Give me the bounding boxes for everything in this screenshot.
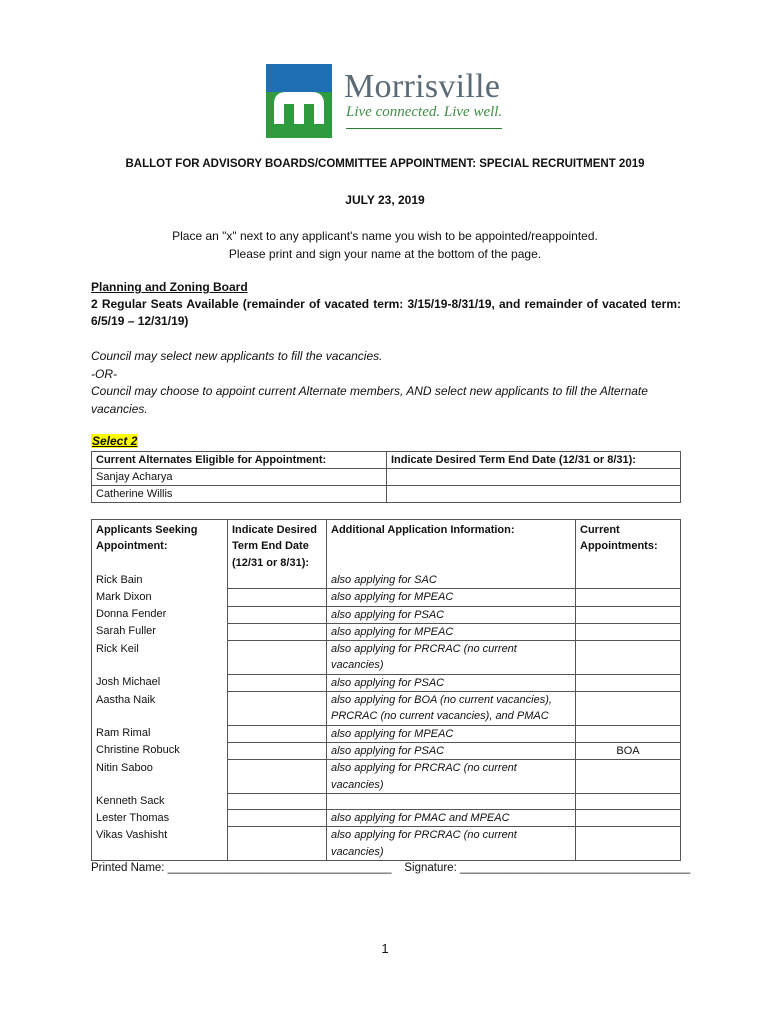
note-line-1: Council may select new applicants to fill the vacancies. xyxy=(91,349,383,363)
alternate-term-input[interactable] xyxy=(387,486,681,503)
term-input[interactable] xyxy=(228,793,327,809)
table-row xyxy=(92,810,681,827)
current-appointment xyxy=(576,760,681,794)
current-appointment xyxy=(576,692,681,726)
term-input[interactable] xyxy=(228,810,327,827)
applicants-info-header: Additional Application Information: xyxy=(327,520,576,573)
applicant-name: Mark Dixon xyxy=(92,589,228,606)
logo-wordmark: Morrisville xyxy=(344,68,501,105)
applicants-current-header: Current Appointments: xyxy=(576,520,681,573)
alternate-term-input[interactable] xyxy=(387,469,681,486)
current-appointment xyxy=(576,572,681,589)
applicant-info: also applying for PRCRAC (no current vacancies) xyxy=(327,641,576,675)
applicants-header-row xyxy=(92,520,681,573)
applicants-table xyxy=(91,519,681,861)
current-appointment xyxy=(576,793,681,809)
table-row xyxy=(92,623,681,640)
term-input[interactable] xyxy=(228,606,327,623)
applicant-info: also applying for PSAC xyxy=(327,606,576,623)
applicant-info: also applying for PSAC xyxy=(327,742,576,759)
printed-name-field[interactable]: Printed Name: ___________________________________ xyxy=(91,862,392,874)
current-appointment xyxy=(576,606,681,623)
applicant-name: Ram Rimal xyxy=(92,725,228,742)
term-input[interactable] xyxy=(228,760,327,794)
applicant-name: Nitin Saboo xyxy=(92,760,228,794)
applicant-name: Kenneth Sack xyxy=(92,793,228,809)
term-input[interactable] xyxy=(228,742,327,759)
applicant-name: Lester Thomas xyxy=(92,810,228,827)
current-appointment xyxy=(576,810,681,827)
morrisville-logo-mark xyxy=(266,64,332,138)
signature-field[interactable]: Signature: ____________________________________ xyxy=(404,862,691,874)
current-appointment xyxy=(576,623,681,640)
current-appointment xyxy=(576,725,681,742)
applicant-info: also applying for PSAC xyxy=(327,674,576,691)
current-appointment xyxy=(576,827,681,861)
table-row xyxy=(92,725,681,742)
applicant-name: Rick Keil xyxy=(92,641,228,675)
table-row xyxy=(92,760,681,794)
alternates-term-header: Indicate Desired Term End Date (12/31 or 8/31): xyxy=(387,452,681,469)
applicant-name: Aastha Naik xyxy=(92,692,228,726)
term-input[interactable] xyxy=(228,827,327,861)
applicant-info: also applying for PMAC and MPEAC xyxy=(327,810,576,827)
signature-line xyxy=(91,862,690,874)
applicant-info: also applying for MPEAC xyxy=(327,589,576,606)
term-input[interactable] xyxy=(228,572,327,589)
table-row xyxy=(92,469,681,486)
page-number: 1 xyxy=(381,941,389,956)
council-notes xyxy=(91,348,681,418)
table-row xyxy=(92,793,681,809)
table-row xyxy=(92,674,681,691)
ballot-date: JULY 23, 2019 xyxy=(345,193,425,207)
applicant-name: Donna Fender xyxy=(92,606,228,623)
term-input[interactable] xyxy=(228,725,327,742)
alternates-header-row xyxy=(92,452,681,469)
applicant-info xyxy=(327,793,576,809)
applicant-info: also applying for SAC xyxy=(327,572,576,589)
board-name: Planning and Zoning Board xyxy=(91,280,248,294)
table-row xyxy=(92,572,681,589)
ballot-title: BALLOT FOR ADVISORY BOARDS/COMMITTEE APPOINTMENT: SPECIAL RECRUITMENT 2019 xyxy=(125,158,645,170)
term-input[interactable] xyxy=(228,623,327,640)
applicant-info: also applying for PRCRAC (no current vacancies) xyxy=(327,827,576,861)
current-appointment xyxy=(576,674,681,691)
applicants-name-header: Applicants Seeking Appointment: xyxy=(92,520,228,573)
term-input[interactable] xyxy=(228,674,327,691)
current-appointment xyxy=(576,641,681,675)
term-input[interactable] xyxy=(228,692,327,726)
instructions xyxy=(0,227,770,263)
table-row xyxy=(92,827,681,861)
applicant-name: Vikas Vashisht xyxy=(92,827,228,861)
applicant-name: Rick Bain xyxy=(92,572,228,589)
board-seats: 2 Regular Seats Available (remainder of vacated term: 3/15/19-8/31/19, and remainder of vacated term: 6/5/19 – 12/31/19) xyxy=(91,297,681,328)
applicant-info: also applying for PRCRAC (no current vacancies) xyxy=(327,760,576,794)
applicant-info: also applying for MPEAC xyxy=(327,623,576,640)
applicant-info: also applying for MPEAC xyxy=(327,725,576,742)
table-row xyxy=(92,589,681,606)
select-count-label: Select 2 xyxy=(92,434,138,448)
current-appointment: BOA xyxy=(576,742,681,759)
current-appointment xyxy=(576,589,681,606)
alternates-name-header: Current Alternates Eligible for Appointment: xyxy=(92,452,387,469)
logo-divider xyxy=(346,128,502,129)
table-row xyxy=(92,641,681,675)
applicant-name: Josh Michael xyxy=(92,674,228,691)
term-input[interactable] xyxy=(228,589,327,606)
board-section xyxy=(91,279,681,330)
alternates-table xyxy=(91,451,681,503)
table-row xyxy=(92,742,681,759)
alternate-name: Sanjay Acharya xyxy=(92,469,387,486)
applicant-info: also applying for BOA (no current vacancies), PRCRAC (no current vacancies), and PMAC xyxy=(327,692,576,726)
applicant-name: Sarah Fuller xyxy=(92,623,228,640)
note-line-3: Council may choose to appoint current Alternate members, AND select new applicants to fill the Alternate vacancies. xyxy=(91,384,648,416)
table-row xyxy=(92,486,681,503)
note-line-2: -OR- xyxy=(91,366,117,381)
table-row xyxy=(92,606,681,623)
alternate-name: Catherine Willis xyxy=(92,486,387,503)
applicant-name: Christine Robuck xyxy=(92,742,228,759)
instruction-line-2: Please print and sign your name at the bottom of the page. xyxy=(228,247,542,261)
instruction-line-1: Place an "x" next to any applicant's name you wish to be appointed/reappointed. xyxy=(172,229,598,243)
morrisville-logo xyxy=(266,64,506,138)
logo-tagline: Live connected. Live well. xyxy=(346,104,503,120)
applicants-term-header: Indicate Desired Term End Date (12/31 or 8/31): xyxy=(228,520,327,573)
table-row xyxy=(92,692,681,726)
term-input[interactable] xyxy=(228,641,327,675)
